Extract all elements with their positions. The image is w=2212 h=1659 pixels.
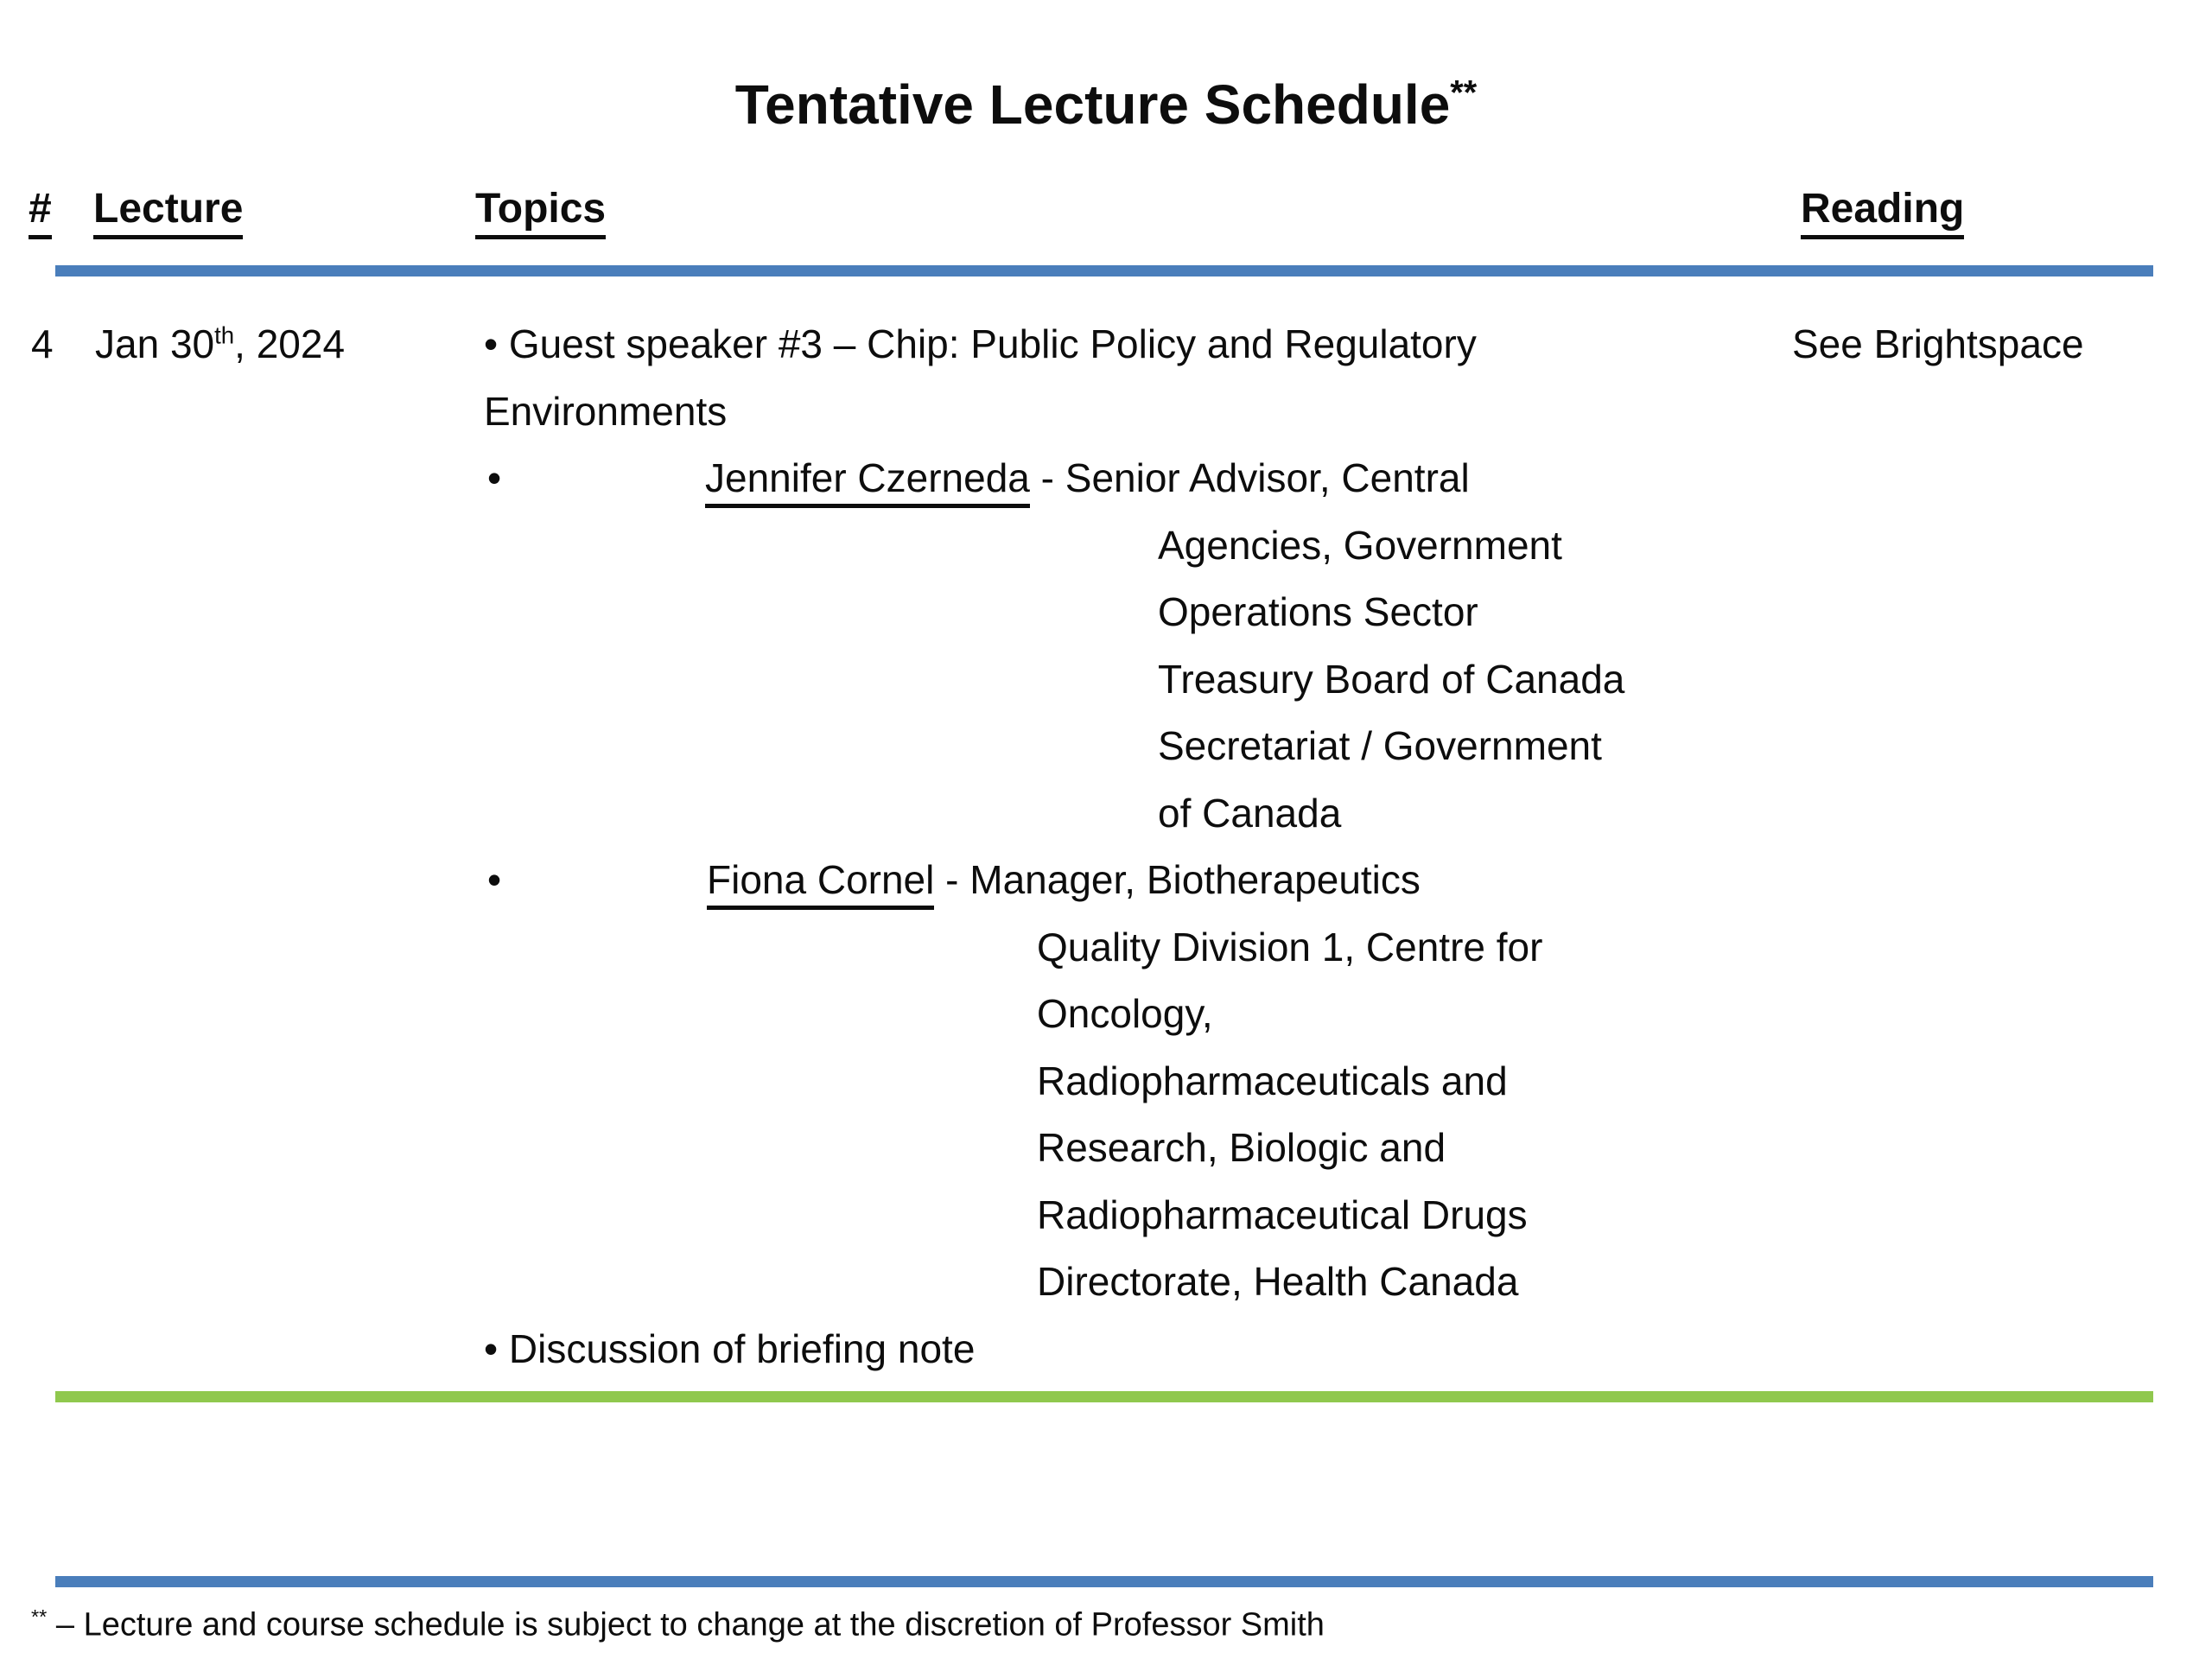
speaker2-line bbox=[707, 857, 1421, 910]
speaker1-role-wrap: Operations Sector bbox=[1158, 589, 1478, 634]
page-title-text: Tentative Lecture Schedule bbox=[734, 73, 1451, 136]
speaker1-role-wrap: Treasury Board of Canada bbox=[1158, 657, 1625, 702]
bullet-icon: • bbox=[487, 857, 502, 902]
speaker1-role-wrap: Secretariat / Government bbox=[1158, 723, 1602, 768]
speaker1-name: Jennifer Czerneda bbox=[705, 455, 1030, 508]
speaker2-role-wrap: Radiopharmaceuticals and bbox=[1037, 1058, 1508, 1103]
header-divider-rule bbox=[55, 265, 2153, 276]
speaker2-separator: - bbox=[934, 857, 970, 902]
topic-item-guest-speaker-wrap: Environments bbox=[484, 389, 728, 434]
speaker2-role-wrap: Oncology, bbox=[1037, 991, 1213, 1036]
footnote bbox=[31, 1605, 1325, 1644]
row-number: 4 bbox=[31, 321, 54, 366]
footer-divider-rule bbox=[55, 1576, 2153, 1587]
bullet-icon: • bbox=[487, 455, 502, 500]
speaker1-role: Senior Advisor, Central bbox=[1065, 455, 1470, 500]
speaker1-role-wrap: Agencies, Government bbox=[1158, 523, 1562, 568]
date-ordinal-superscript: th bbox=[214, 321, 235, 349]
topic-item-guest-speaker: • Guest speaker #3 – Chip: Public Policy and Regulatory bbox=[484, 321, 1477, 366]
column-header-lecture: Lecture bbox=[93, 185, 243, 239]
title-footnote-marker: ** bbox=[1450, 73, 1478, 112]
row-divider-rule-green bbox=[55, 1391, 2153, 1402]
speaker1-role-wrap: of Canada bbox=[1158, 791, 1342, 836]
speaker2-role-wrap: Directorate, Health Canada bbox=[1037, 1259, 1519, 1304]
column-header-topics: Topics bbox=[475, 185, 606, 239]
footnote-marker: ** bbox=[31, 1605, 48, 1628]
reading-value: See Brightspace bbox=[1792, 321, 2084, 366]
column-header-number: # bbox=[29, 185, 52, 239]
speaker2-name: Fiona Cornel bbox=[707, 857, 934, 910]
column-header-reading: Reading bbox=[1801, 185, 1964, 239]
footnote-text: – Lecture and course schedule is subject to change at the discretion of Professor Smith bbox=[47, 1606, 1325, 1643]
speaker2-role-wrap: Radiopharmaceutical Drugs bbox=[1037, 1192, 1528, 1237]
page-title bbox=[0, 73, 2212, 137]
row-date: Jan 30th, 2024 bbox=[95, 321, 346, 366]
speaker2-role: Manager, Biotherapeutics bbox=[969, 857, 1421, 902]
speaker1-separator: - bbox=[1029, 455, 1065, 500]
topic-item-discussion: • Discussion of briefing note bbox=[484, 1326, 976, 1371]
bullet-icon: • bbox=[484, 321, 499, 366]
bullet-icon: • bbox=[484, 1326, 499, 1371]
speaker1-line bbox=[705, 455, 1470, 508]
speaker2-role-wrap: Research, Biologic and bbox=[1037, 1125, 1446, 1170]
speaker2-role-wrap: Quality Division 1, Centre for bbox=[1037, 925, 1543, 969]
